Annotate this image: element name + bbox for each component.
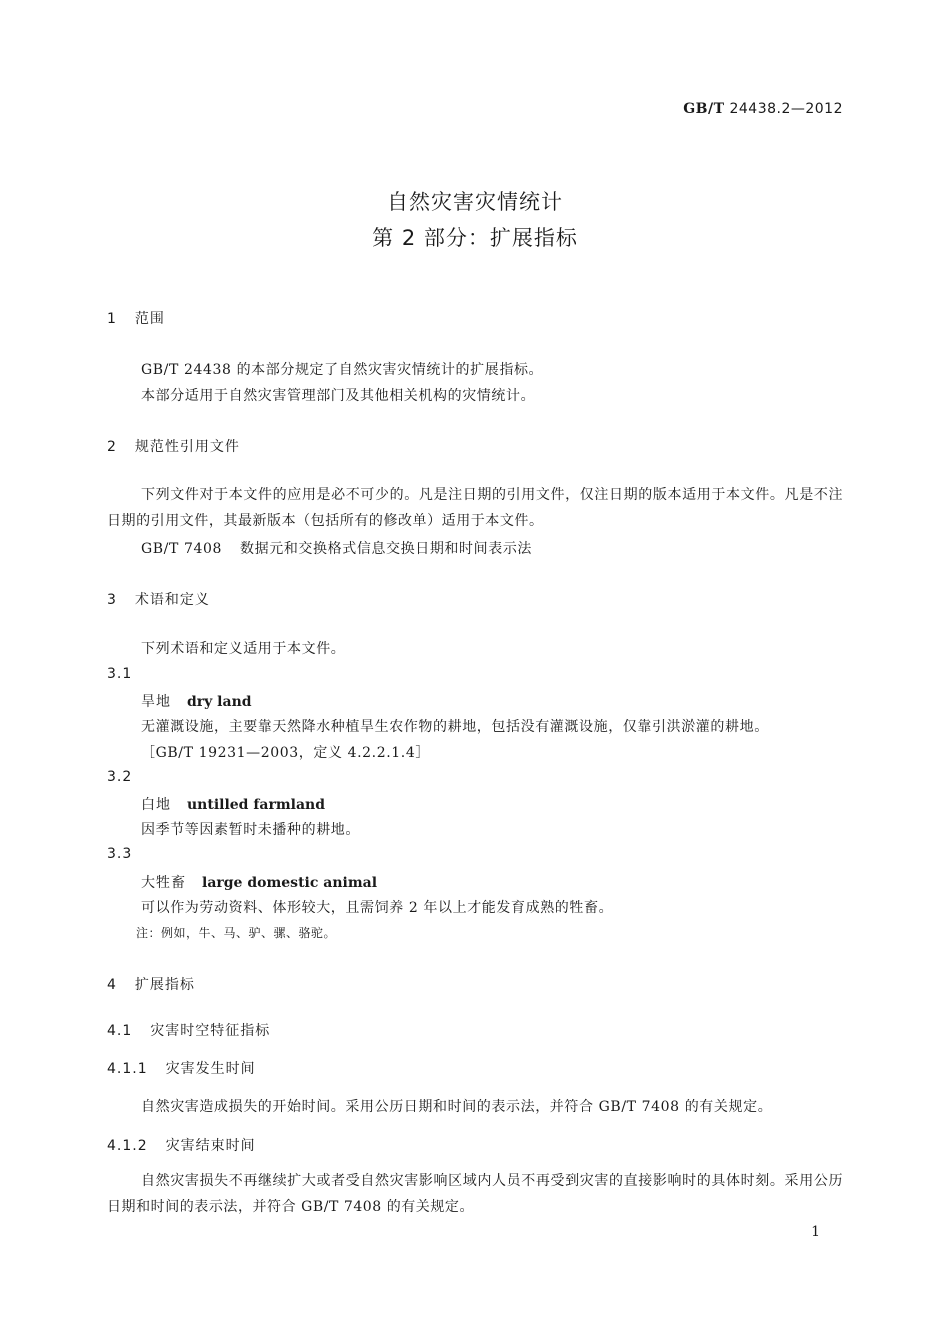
reference-title: 数据元和交换格式信息交换日期和时间表示法 [240,541,533,557]
term-en: large domestic animal [202,875,378,891]
subsection-title: 灾害时空特征指标 [150,1023,271,1039]
section-3-intro: 下列术语和定义适用于本文件。 [141,641,346,657]
section-title: 术语和定义 [134,592,210,608]
section-2-paragraph: 下列文件对于本文件的应用是必不可少的。凡是注日期的引用文件，仅注日期的版本适用于本文件。凡是不注日期的引用文件，其最新版本（包括所有的修改单）适用于本文件。 [107,487,843,529]
page-number: 1 [811,1224,820,1240]
section-2-heading [107,436,240,456]
normative-reference [141,538,532,558]
section-title: 范围 [134,311,165,327]
term-definition: 无灌溉设施，主要靠天然降水种植旱生农作物的耕地，包括没有灌溉设施，仅靠引洪淤灌的耕地。 [141,719,769,735]
subsection-4-1-2-paragraph: 自然灾害损失不再继续扩大或者受自然灾害影响区域内人员不再受到灾害的直接影响时的具体时刻。采用公历日期和时间的表示法，并符合 GB/T 7408 的有关规定。 [107,1173,843,1215]
term-definition: 因季节等因素暂时未播种的耕地。 [141,822,360,838]
subsection-number: 4.1.1 [107,1061,148,1077]
section-number: 2 [107,439,117,455]
standard-prefix: GB/T [683,101,725,117]
subsection-number: 4.1.2 [107,1138,148,1154]
term-en: dry land [187,694,252,710]
reference-code: GB/T 7408 [141,541,223,557]
subsection-number: 4.1 [107,1023,133,1039]
term-zh: 大牲畜 [141,875,186,891]
term-zh: 旱地 [141,694,171,710]
subsection-title: 灾害发生时间 [165,1061,256,1077]
term-number: 3.1 [107,666,133,682]
subsection-4-1-1-paragraph: 自然灾害造成损失的开始时间。采用公历日期和时间的表示法，并符合 GB/T 7408 的有关规定。 [141,1099,773,1115]
section-1-paragraph-1: GB/T 24438 的本部分规定了自然灾害灾情统计的扩展指标。 [141,362,544,378]
section-number: 1 [107,311,117,327]
term-number: 3.3 [107,846,133,862]
term-entry [141,872,377,892]
subsection-4-1-2-heading [107,1135,256,1155]
subsection-4-1-heading [107,1020,270,1040]
section-1-heading [107,308,165,328]
section-title: 规范性引用文件 [134,439,240,455]
term-number: 3.2 [107,769,133,785]
standard-code [683,101,843,117]
term-entry [141,691,252,711]
section-4-heading [107,974,195,994]
term-entry [141,794,325,814]
section-3-heading [107,589,210,609]
subsection-4-1-1-heading [107,1058,256,1078]
section-1-paragraph-2: 本部分适用于自然灾害管理部门及其他相关机构的灾情统计。 [141,388,536,404]
term-note: 注：例如，牛、马、驴、骡、骆驼。 [136,926,337,940]
term-en: untilled farmland [187,797,325,813]
term-definition: 可以作为劳动资料、体形较大，且需饲养 2 年以上才能发育成熟的牲畜。 [141,900,614,916]
standard-number: 24438.2—2012 [729,101,843,117]
section-number: 4 [107,977,117,993]
term-zh: 白地 [141,797,171,813]
term-source: ［GB/T 19231—2003，定义 4.2.2.1.4］ [141,745,430,761]
section-number: 3 [107,592,117,608]
document-title-line2: 第 2 部分：扩展指标 [372,226,578,250]
section-title: 扩展指标 [134,977,195,993]
subsection-title: 灾害结束时间 [165,1138,256,1154]
document-title-line1: 自然灾害灾情统计 [387,190,563,214]
